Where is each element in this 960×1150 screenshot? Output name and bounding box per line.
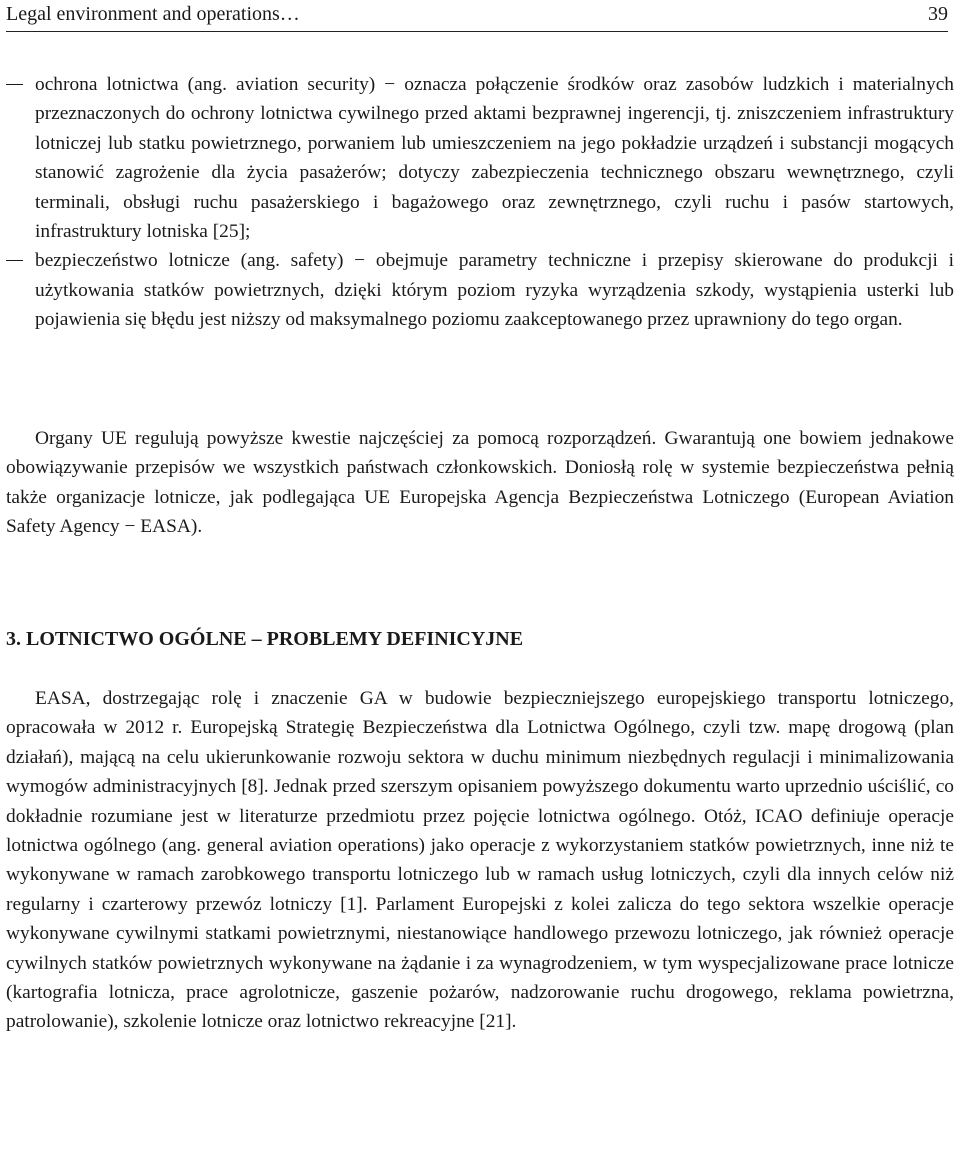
definition-aviation-security: ochrona lotnictwa (ang. aviation security) − oznacza połączenie środków oraz zasobów ludzkich i materialnych przeznaczonych do ochrony lotnictwa cywilnego przed aktami bezprawnej ingerencji, tj. zniszczeniem infrastruktury lotniczej lub statku powietrznego, porwaniem lub umieszczeniem na jego pokładzie urządzeń i substancji mogących stanowić zagrożenie dla życia pasażerów; dotyczy zabezpieczenia technicznego obszaru wewnętrznego, czyli terminali, obsługi ruchu pasażerskiego i bagażowego oraz zewnętrznego, czyli ruchu i pasów startowych, infrastruktury lotniska [25]; [6,70,954,246]
page-number: 39 [928,3,948,25]
body-paragraph-general-aviation: EASA, dostrzegając rolę i znaczenie GA w budowie bezpieczniejszego europejskiego transportu lotniczego, opracowała w 2012 r. Europejską Strategię Bezpieczeństwa dla Lotnictwa Ogólnego, czyli tzw. mapę drogową (plan działań), mającą na celu ukierunkowanie rozwoju sektora w duchu minimum niezbędnych regulacji i minimalizowania wymogów administracyjnych [8]. Jednak przed szerszym opisaniem powyższego dokumentu warto uprzednio uściślić, co dokładnie rozumiane jest w literaturze przedmiotu przez pojęcie lotnictwa ogólnego. Otóż, ICAO definiuje operacje lotnictwa ogólnego (ang. general aviation operations) jako operacje z wykorzystaniem statków powietrznych, inne niż te wykonywane w ramach zarobkowego transportu lotniczego lub w ramach usług lotniczych, czyli dla innych celów niż regularny i czarterowy przewóz lotniczy [1]. Parlament Europejski z kolei zalicza do tego sektora wszelkie operacje wykonywane cywilnymi statkami powietrznymi, niestanowiące handlowego przewozu lotniczego, jak również operacje cywilnych statków powietrznych wykonywane na żądanie i za wynagrodzeniem, w tym wyspecjalizowane prace lotnicze (kartografia lotnicza, prace agrolotnicze, gaszenie pożarów, nadzorowanie ruchu drogowego, reklama powietrzna, patrolowanie), szkolenie lotnicze oraz lotnictwo rekreacyjne [21]. [6,688,954,1033]
section-heading: 3. LOTNICTWO OGÓLNE – PROBLEMY DEFINICYJNE [6,628,524,650]
running-title: Legal environment and operations… [6,3,300,25]
body-paragraph-eu-regulations: Organy UE regulują powyższe kwestie najczęściej za pomocą rozporządzeń. Gwarantują one bowiem jednakowe obowiązywanie przepisów we wszystkich państwach członkowskich. Doniosłą rolę w systemie bezpieczeństwa pełnią także organizacje lotnicze, jak podlegająca UE Europejska Agencja Bezpieczeństwa Lotniczego (European Aviation Safety Agency − EASA). [6,428,954,538]
definition-aviation-safety: bezpieczeństwo lotnicze (ang. safety) − obejmuje parametry techniczne i przepisy skierowane do produkcji i użytkowania statków powietrznych, dzięki którym poziom ryzyka wyrządzenia szkody, wystąpienia usterki lub pojawienia się błędu jest niższy od maksymalnego poziomu zaakceptowanego przez uprawniony do tego organ. [6,246,954,334]
running-header [6,0,948,32]
definition-list [6,70,954,335]
